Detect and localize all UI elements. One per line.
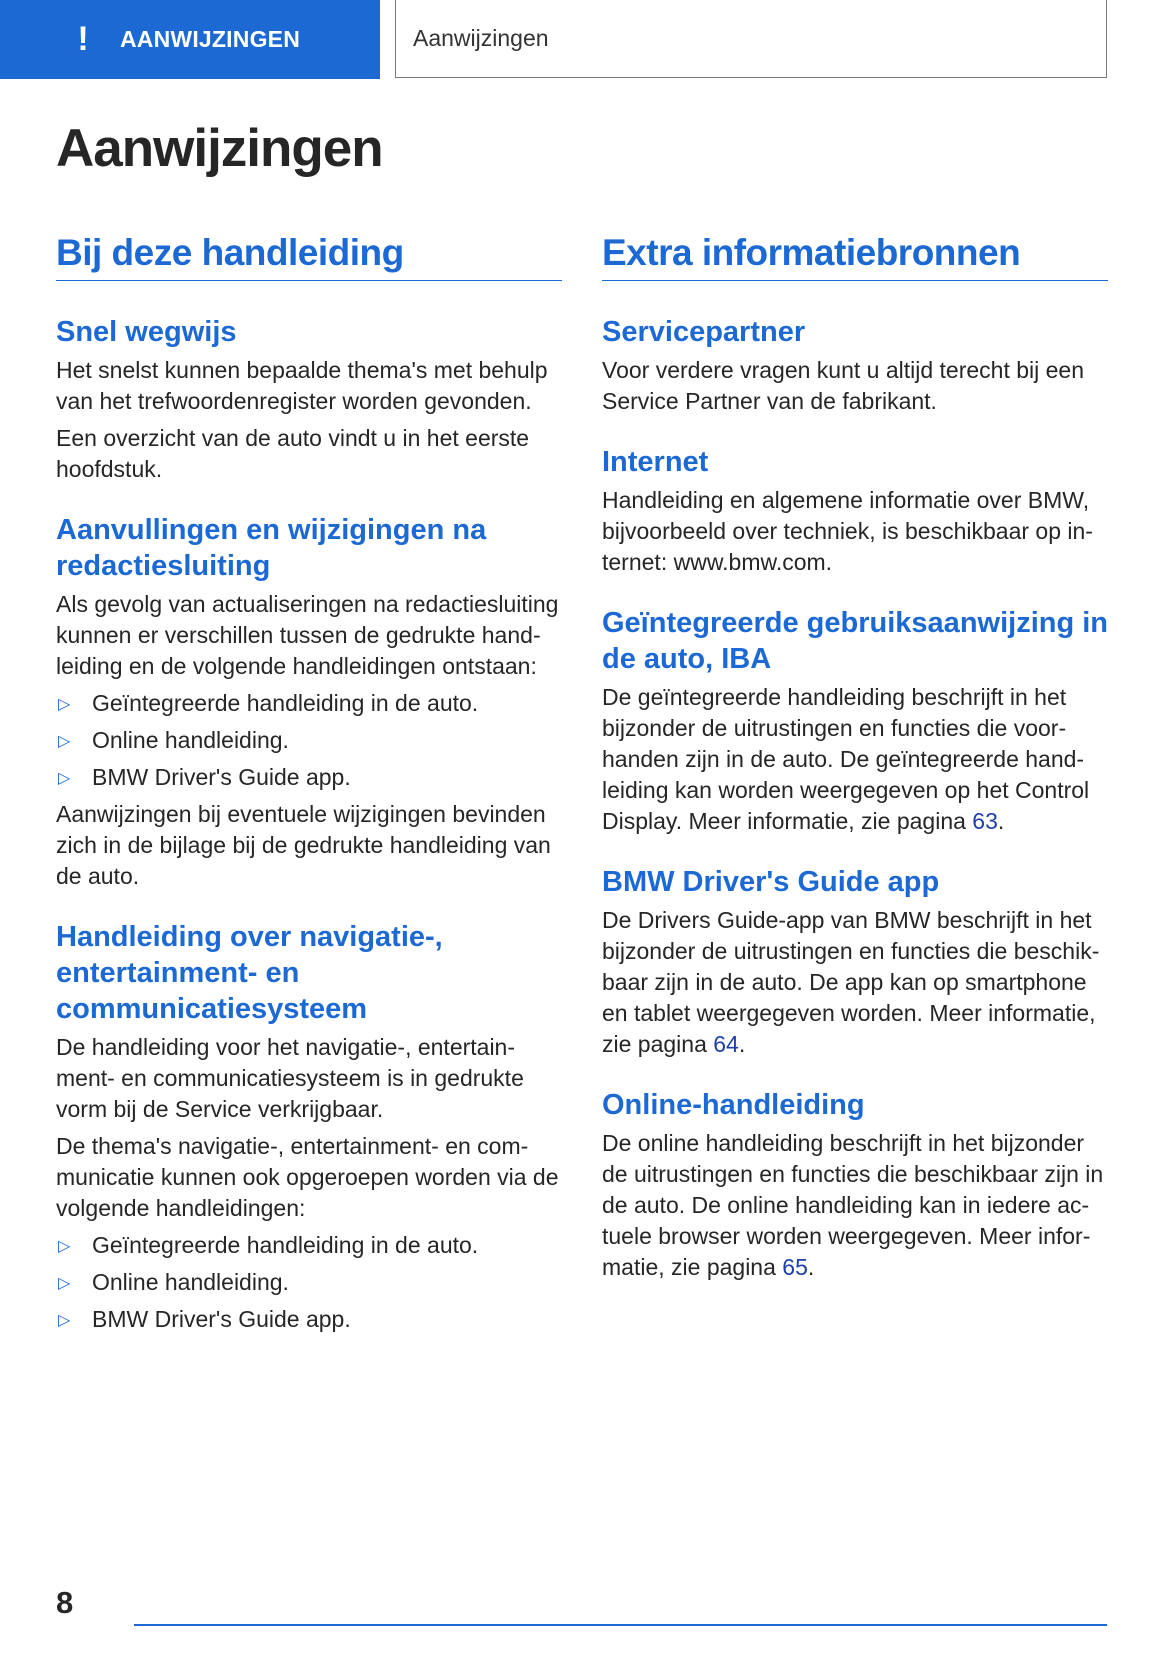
triangle-bullet-icon: ▷ — [58, 696, 71, 713]
subsection-heading: Online-handleiding — [602, 1089, 865, 1121]
page-title: Aanwijzingen — [56, 119, 383, 178]
paragraph: Aanwijzingen bij eventuele wijzigingen bevinden zich in de bijlage bij de gedrukte handleiding van de auto. — [56, 801, 551, 889]
section-header-box — [395, 0, 1107, 78]
list-item: ▷ Online handleiding. — [56, 1267, 562, 1298]
left-column — [56, 232, 562, 1335]
subsection-heading: Handleiding over navigatie-, entertainment- en communicatiesysteem — [56, 921, 443, 1025]
list-item: ▷ Geïntegreerde handleiding in de auto. — [56, 1230, 562, 1261]
page-link[interactable]: 63 — [972, 808, 998, 834]
paragraph: Een overzicht van de auto vindt u in het eerste hoofdstuk. — [56, 425, 530, 482]
paragraph: De Drivers Guide-app van BMW beschrijft in het bijzonder de uitrustingen en functies die beschikbaar zijn in de auto. De app kan op smartphone en tablet weergegeven worden. Meer informatie, zie pagina 64. — [602, 907, 1100, 1057]
bullet-list — [56, 688, 562, 793]
list-item: ▷ BMW Driver's Guide app. — [56, 762, 562, 793]
section-title: Extra informatiebronnen — [602, 232, 1108, 281]
page-number: 8 — [56, 1585, 74, 1620]
triangle-bullet-icon: ▷ — [58, 733, 71, 750]
subsection-heading: BMW Driver's Guide app — [602, 866, 940, 898]
paragraph: De handleiding voor het navigatie-, entertainment- en communicatiesysteem is in gedrukte vorm bij de Service verkrijgbaar. — [56, 1034, 524, 1122]
triangle-bullet-icon: ▷ — [58, 770, 71, 787]
page-link[interactable]: 64 — [713, 1031, 739, 1057]
subsection-heading: Aanvullingen en wijzigingen na redactiesluiting — [56, 514, 487, 582]
section-header-label: Aanwijzingen — [413, 25, 549, 51]
paragraph: De thema's navigatie-, entertainment- en communicatie kunnen ook opgeroepen worden via de volgende handleidingen: — [56, 1133, 559, 1221]
subsection-heading: Snel wegwijs — [56, 316, 237, 348]
exclamation-icon: ! — [77, 20, 89, 58]
list-item: ▷ Online handleiding. — [56, 725, 562, 756]
section-title: Bij deze handleiding — [56, 232, 562, 281]
chapter-tab-label: AANWIJZINGEN — [120, 26, 301, 52]
list-item: ▷ Geïntegreerde handleiding in de auto. — [56, 688, 562, 719]
paragraph: Als gevolg van actualiseringen na redactiesluiting kunnen er verschillen tussen de gedrukte handleiding en de volgende handleidingen ontstaan: — [56, 591, 559, 679]
paragraph: Handleiding en algemene informatie over BMW, bijvoorbeeld over techniek, is beschikbaar op internet: www.bmw.com. — [602, 487, 1093, 575]
paragraph: Voor verdere vragen kunt u altijd terecht bij een Service Partner van de fabrikant. — [602, 357, 1085, 414]
triangle-bullet-icon: ▷ — [58, 1238, 71, 1255]
subsection-heading: Internet — [602, 446, 709, 478]
list-item: ▷ BMW Driver's Guide app. — [56, 1304, 562, 1335]
chapter-tab[interactable] — [0, 0, 380, 79]
paragraph: Het snelst kunnen bepaalde thema's met behulp van het trefwoordenregister worden gevonden. — [56, 357, 548, 414]
page-link[interactable]: 65 — [782, 1254, 808, 1280]
bullet-list — [56, 1230, 562, 1335]
right-column — [602, 232, 1108, 1283]
triangle-bullet-icon: ▷ — [58, 1312, 71, 1329]
paragraph: De online handleiding beschrijft in het bijzonder de uitrustingen en functies die beschikbaar zijn in de auto. De online handleiding kan in iedere actuele browser worden weergegeven. Meer informatie, zie pagina 65. — [602, 1130, 1104, 1280]
subsection-heading: Geïntegreerde gebruiksaanwijzing in de auto, IBA — [602, 607, 1109, 675]
subsection-heading: Servicepartner — [602, 316, 806, 348]
triangle-bullet-icon: ▷ — [58, 1275, 71, 1292]
footer-divider — [134, 1624, 1107, 1626]
paragraph: De geïntegreerde handleiding beschrijft in het bijzonder de uitrustingen en functies die voorhanden zijn in de auto. De geïntegreerde handleiding kan worden weergegeven op het Control Display. Meer informatie, zie pagina 63. — [602, 684, 1090, 834]
